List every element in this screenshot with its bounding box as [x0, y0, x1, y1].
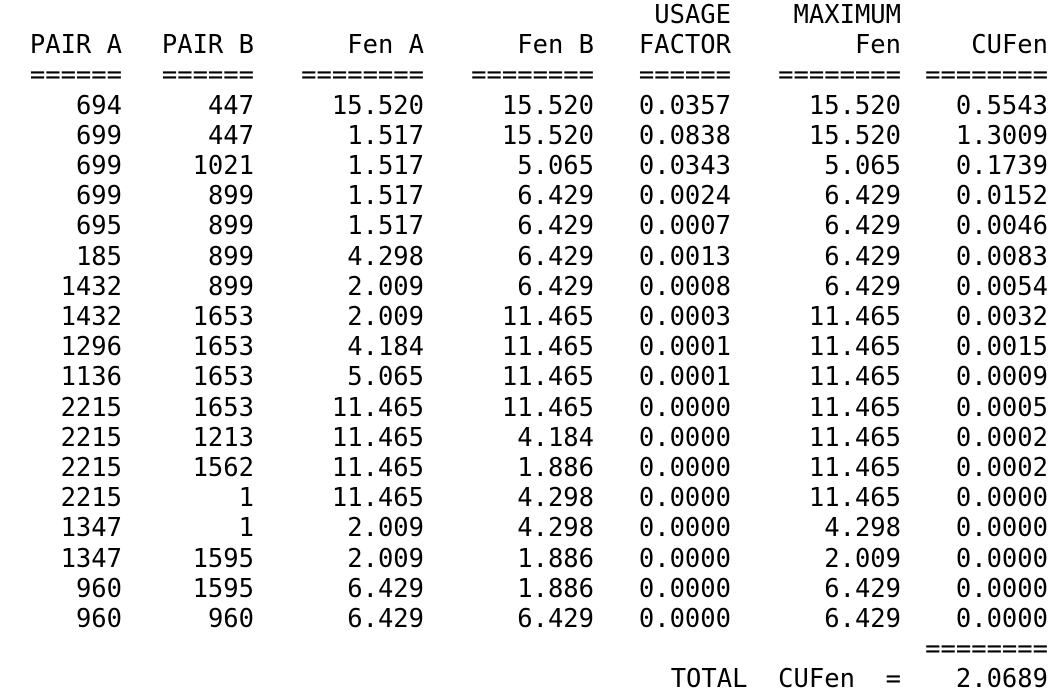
cell-pair-a: 960 [75, 573, 122, 604]
cell-pair-b: 1653 [192, 392, 254, 423]
cell-fen-a: 2.009 [347, 302, 424, 333]
cell-maximum-fen: 6.429 [824, 241, 901, 272]
cell-fen-b: 11.465 [501, 392, 594, 423]
cell-cufen: 0.0000 [955, 604, 1048, 635]
cell-fen-b: 1.886 [517, 453, 594, 484]
cell-cufen: 0.0000 [955, 573, 1048, 604]
total-blank-0 [0, 664, 122, 694]
table-row [0, 181, 1048, 211]
table-row [0, 332, 1048, 362]
header-top-usage: USAGE [654, 0, 731, 30]
cell-pair-b: 899 [207, 271, 254, 302]
table-row [0, 393, 1048, 423]
header-top-cufen [901, 0, 1048, 30]
cell-fen-a: 4.184 [347, 332, 424, 363]
cell-fen-b: 6.429 [517, 241, 594, 272]
cell-fen-b: 4.298 [517, 513, 594, 544]
cell-pair-a: 2215 [60, 422, 122, 453]
cell-pair-a: 2215 [60, 483, 122, 514]
cell-fen-b: 6.429 [517, 271, 594, 302]
total-blank-1 [122, 664, 254, 694]
rule-maximum-fen: ======== [778, 60, 901, 91]
total-rule-row [0, 634, 1048, 664]
cell-maximum-fen: 11.465 [808, 302, 901, 333]
total-rule-blank-3 [424, 634, 594, 664]
cell-fen-a: 11.465 [331, 422, 424, 453]
cell-usage-factor: 0.0000 [638, 453, 731, 484]
cell-fen-a: 15.520 [331, 90, 424, 121]
table-row [0, 513, 1048, 543]
header-top-pair-b [122, 0, 254, 30]
cell-pair-a: 1347 [60, 513, 122, 544]
total-row [0, 664, 1048, 694]
total-rule-blank-0 [0, 634, 122, 664]
cell-usage-factor: 0.0838 [638, 120, 731, 151]
cell-pair-b: 1653 [192, 302, 254, 333]
cell-fen-b: 4.184 [517, 422, 594, 453]
cell-fen-a: 5.065 [347, 362, 424, 393]
cell-pair-a: 699 [75, 181, 122, 212]
table-header-top-row [0, 0, 1048, 30]
total-rule-blank-4 [594, 634, 731, 664]
rule-fen-a: ======== [301, 60, 424, 91]
cell-fen-b: 15.520 [501, 90, 594, 121]
table-row [0, 423, 1048, 453]
total-rule-blank-5 [731, 634, 901, 664]
cell-pair-b: 1 [238, 513, 254, 544]
cell-fen-b: 1.886 [517, 573, 594, 604]
cell-pair-b: 960 [207, 604, 254, 635]
cell-maximum-fen: 11.465 [808, 332, 901, 363]
cell-pair-a: 699 [75, 151, 122, 182]
cell-fen-a: 11.465 [331, 483, 424, 514]
cell-pair-a: 694 [75, 90, 122, 121]
cell-pair-a: 2215 [60, 392, 122, 423]
cell-pair-a: 1347 [60, 543, 122, 574]
table-row [0, 302, 1048, 332]
header-cufen: CUFen [971, 30, 1048, 61]
cell-usage-factor: 0.0357 [638, 90, 731, 121]
cell-maximum-fen: 15.520 [808, 120, 901, 151]
cell-fen-b: 1.886 [517, 543, 594, 574]
table-row [0, 242, 1048, 272]
rule-usage-factor: ====== [638, 60, 731, 91]
total-rule-cufen: ======== [925, 634, 1048, 665]
cell-cufen: 0.0152 [955, 181, 1048, 212]
header-top-maximum: MAXIMUM [793, 0, 901, 30]
table-row [0, 453, 1048, 483]
cell-fen-a: 6.429 [347, 573, 424, 604]
cell-cufen: 0.0000 [955, 543, 1048, 574]
table-row [0, 211, 1048, 241]
cell-pair-b: 447 [207, 120, 254, 151]
cell-fen-a: 1.517 [347, 181, 424, 212]
header-top-pair-a [0, 0, 122, 30]
cell-cufen: 0.0005 [955, 392, 1048, 423]
cell-pair-a: 185 [75, 241, 122, 272]
table-row [0, 604, 1048, 634]
cell-pair-a: 699 [75, 120, 122, 151]
header-pair-a: PAIR A [29, 30, 122, 61]
table-header-row [0, 30, 1048, 60]
cell-usage-factor: 0.0007 [638, 211, 731, 242]
table-row [0, 574, 1048, 604]
cell-usage-factor: 0.0001 [638, 332, 731, 363]
cell-pair-b: 899 [207, 181, 254, 212]
cell-fen-b: 6.429 [517, 181, 594, 212]
cell-cufen: 0.1739 [955, 151, 1048, 182]
rule-fen-b: ======== [471, 60, 594, 91]
cell-pair-a: 1136 [60, 362, 122, 393]
cell-fen-a: 11.465 [331, 392, 424, 423]
total-value: 2.0689 [955, 664, 1048, 695]
cell-pair-b: 1653 [192, 362, 254, 393]
total-blank-3 [424, 664, 594, 694]
cell-cufen: 0.0083 [955, 241, 1048, 272]
cell-fen-a: 2.009 [347, 271, 424, 302]
rule-pair-b: ====== [161, 60, 254, 91]
cell-fen-b: 15.520 [501, 120, 594, 151]
cell-cufen: 0.0046 [955, 211, 1048, 242]
total-blank-2 [254, 664, 424, 694]
header-top-fen-a [254, 0, 424, 30]
cell-pair-a: 1296 [60, 332, 122, 363]
table-row [0, 544, 1048, 574]
cell-maximum-fen: 15.520 [808, 90, 901, 121]
cell-usage-factor: 0.0343 [638, 151, 731, 182]
cell-fen-b: 5.065 [517, 151, 594, 182]
cell-maximum-fen: 11.465 [808, 453, 901, 484]
cell-pair-b: 1595 [192, 573, 254, 604]
cell-maximum-fen: 6.429 [824, 604, 901, 635]
cell-pair-a: 1432 [60, 271, 122, 302]
cell-usage-factor: 0.0000 [638, 392, 731, 423]
cell-fen-a: 1.517 [347, 120, 424, 151]
cell-maximum-fen: 11.465 [808, 483, 901, 514]
cell-pair-b: 1021 [192, 151, 254, 182]
header-usage-factor: FACTOR [638, 30, 731, 61]
table-row [0, 483, 1048, 513]
cell-fen-a: 11.465 [331, 453, 424, 484]
cell-pair-a: 960 [75, 604, 122, 635]
cell-usage-factor: 0.0000 [638, 513, 731, 544]
cell-usage-factor: 0.0000 [638, 422, 731, 453]
rule-cufen: ======== [925, 60, 1048, 91]
cell-maximum-fen: 4.298 [824, 513, 901, 544]
cell-cufen: 0.0000 [955, 513, 1048, 544]
total-rule-blank-1 [122, 634, 254, 664]
cell-maximum-fen: 6.429 [824, 271, 901, 302]
cell-fen-a: 6.429 [347, 604, 424, 635]
cell-pair-b: 1213 [192, 422, 254, 453]
cell-usage-factor: 0.0013 [638, 241, 731, 272]
cell-fen-a: 1.517 [347, 151, 424, 182]
header-pair-b: PAIR B [161, 30, 254, 61]
table-row [0, 272, 1048, 302]
table-row [0, 151, 1048, 181]
cell-pair-b: 899 [207, 241, 254, 272]
cell-cufen: 0.0054 [955, 271, 1048, 302]
cell-fen-a: 2.009 [347, 513, 424, 544]
cell-fen-a: 1.517 [347, 211, 424, 242]
cell-pair-b: 1 [238, 483, 254, 514]
header-rule-row [0, 60, 1048, 90]
cell-usage-factor: 0.0003 [638, 302, 731, 333]
cell-cufen: 0.0009 [955, 362, 1048, 393]
cell-cufen: 0.0002 [955, 453, 1048, 484]
cell-pair-a: 695 [75, 211, 122, 242]
cell-maximum-fen: 11.465 [808, 362, 901, 393]
cell-pair-b: 1595 [192, 543, 254, 574]
table-row [0, 91, 1048, 121]
cell-maximum-fen: 11.465 [808, 422, 901, 453]
cell-usage-factor: 0.0000 [638, 573, 731, 604]
cell-pair-b: 447 [207, 90, 254, 121]
header-top-fen-b [424, 0, 594, 30]
cell-maximum-fen: 11.465 [808, 392, 901, 423]
total-label: TOTAL CUFen = [670, 664, 901, 695]
table-row [0, 121, 1048, 151]
cell-cufen: 0.0002 [955, 422, 1048, 453]
cell-maximum-fen: 5.065 [824, 151, 901, 182]
cell-fen-b: 4.298 [517, 483, 594, 514]
header-fen-a: Fen A [347, 30, 424, 61]
cell-cufen: 0.0015 [955, 332, 1048, 363]
cell-cufen: 1.3009 [955, 120, 1048, 151]
header-maximum-fen: Fen [854, 30, 901, 61]
cell-cufen: 0.5543 [955, 90, 1048, 121]
cell-fen-b: 11.465 [501, 332, 594, 363]
cell-cufen: 0.0032 [955, 302, 1048, 333]
table-row [0, 362, 1048, 392]
cell-maximum-fen: 2.009 [824, 543, 901, 574]
cell-usage-factor: 0.0008 [638, 271, 731, 302]
total-rule-blank-2 [254, 634, 424, 664]
cell-pair-b: 1653 [192, 332, 254, 363]
cell-usage-factor: 0.0000 [638, 543, 731, 574]
cell-pair-a: 1432 [60, 302, 122, 333]
cell-pair-a: 2215 [60, 453, 122, 484]
cell-fen-b: 6.429 [517, 604, 594, 635]
cell-pair-b: 899 [207, 211, 254, 242]
cell-fen-b: 11.465 [501, 302, 594, 333]
cell-maximum-fen: 6.429 [824, 573, 901, 604]
rule-pair-a: ====== [29, 60, 122, 91]
cell-fen-b: 11.465 [501, 362, 594, 393]
cell-usage-factor: 0.0000 [638, 483, 731, 514]
cell-pair-b: 1562 [192, 453, 254, 484]
cell-usage-factor: 0.0024 [638, 181, 731, 212]
cell-fen-a: 2.009 [347, 543, 424, 574]
cell-usage-factor: 0.0000 [638, 604, 731, 635]
cell-cufen: 0.0000 [955, 483, 1048, 514]
cell-fen-b: 6.429 [517, 211, 594, 242]
header-fen-b: Fen B [517, 30, 594, 61]
cell-usage-factor: 0.0001 [638, 362, 731, 393]
cell-fen-a: 4.298 [347, 241, 424, 272]
cell-maximum-fen: 6.429 [824, 181, 901, 212]
cell-maximum-fen: 6.429 [824, 211, 901, 242]
